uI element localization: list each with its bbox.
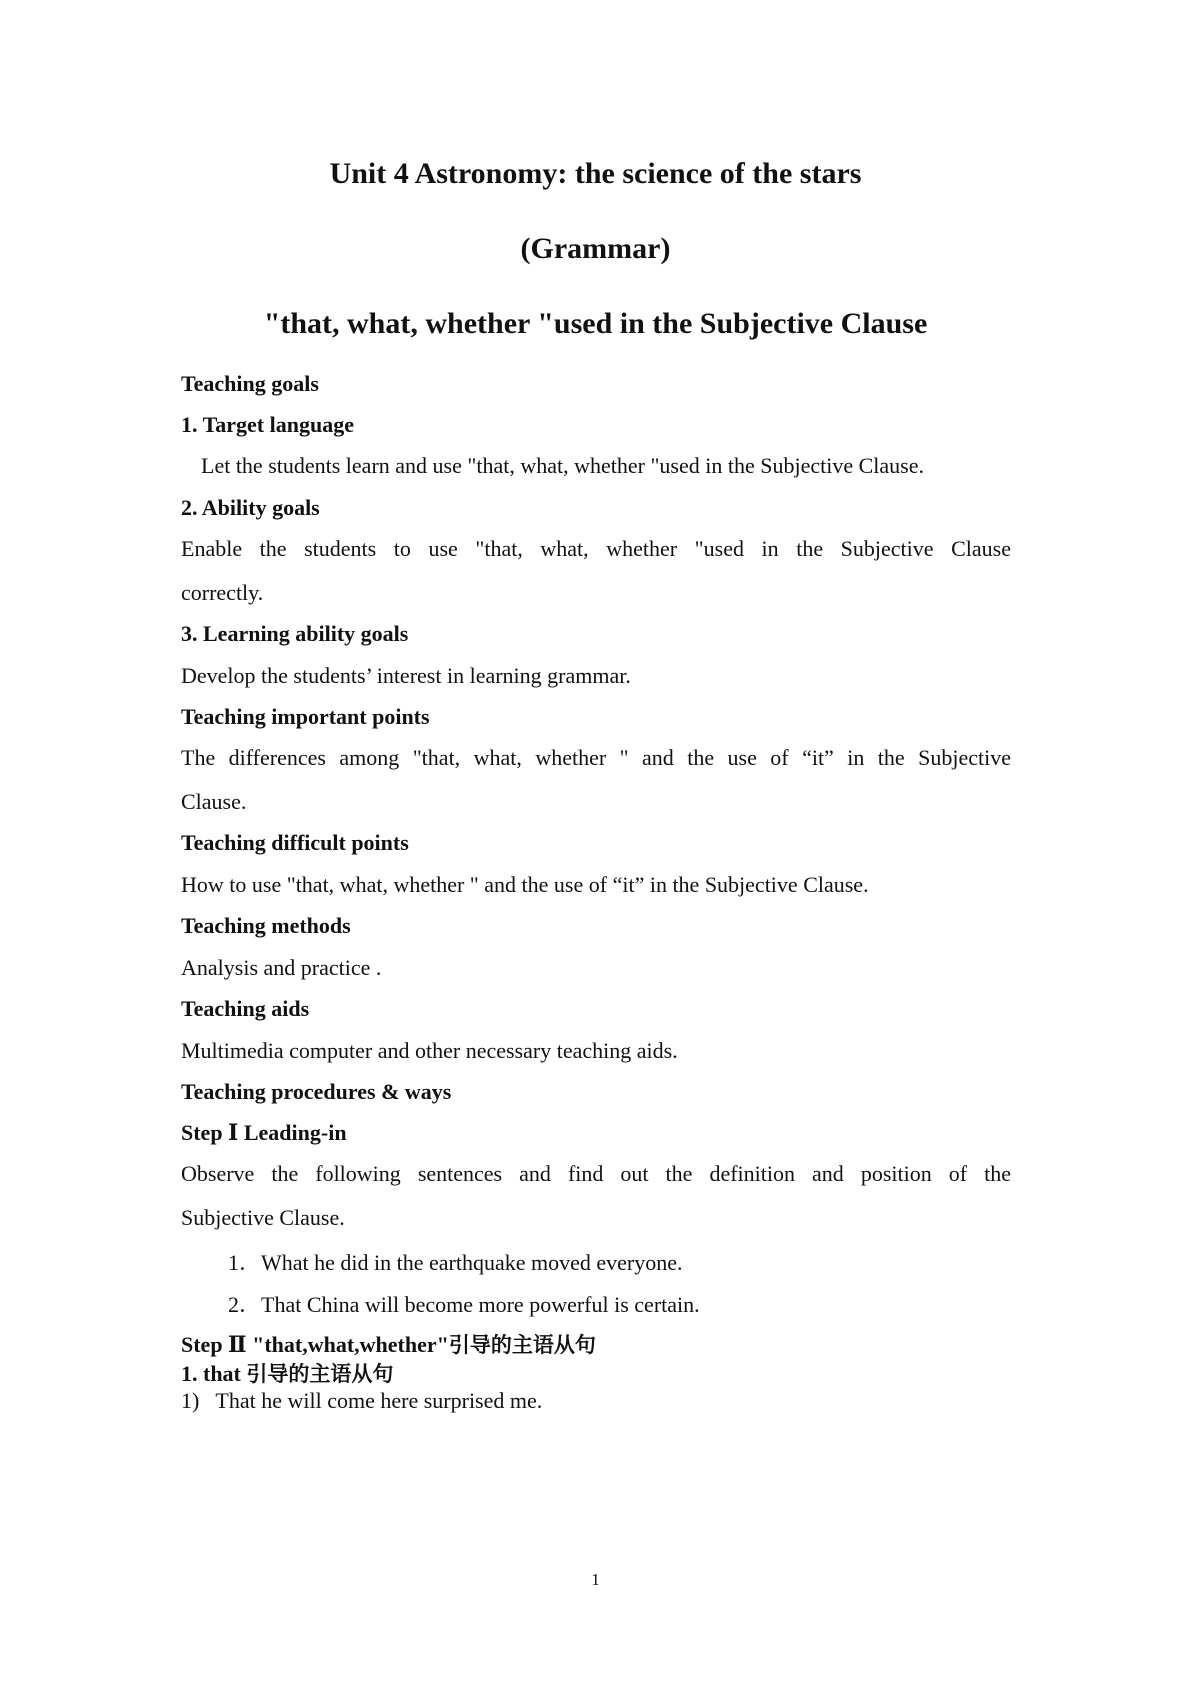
heading-step-1: Step Ⅰ Leading-in <box>181 1120 347 1145</box>
text-ability-goals-line2: correctly. <box>181 580 264 605</box>
document-topic: "that, what, whether "used in the Subjective Clause <box>263 307 928 340</box>
heading-ability-goals: 2. Ability goals <box>181 495 320 520</box>
page-number: 1 <box>591 1570 600 1589</box>
text-teaching-aids: Multimedia computer and other necessary teaching aids. <box>181 1038 678 1063</box>
text-important-points-line1: The differences among "that, what, whether " and the use of “it” in the Subjective <box>181 745 1011 770</box>
heading-teaching-procedures: Teaching procedures & ways <box>181 1079 452 1104</box>
heading-step-2 <box>181 1329 596 1359</box>
heading-step-2-sub-1-en: 1. that <box>181 1361 247 1386</box>
heading-teaching-methods: Teaching methods <box>181 913 351 938</box>
example-sentence-1: 1．What he did in the earthquake moved everyone. <box>228 1250 683 1275</box>
text-ability-goals-line1: Enable the students to use "that, what, whether "used in the Subjective Clause <box>181 536 1011 561</box>
heading-teaching-goals: Teaching goals <box>181 371 319 396</box>
text-teaching-methods: Analysis and practice . <box>181 955 382 980</box>
example-sentence-that: 1) That he will come here surprised me. <box>181 1388 543 1413</box>
document-title: Unit 4 Astronomy: the science of the stars <box>329 157 862 190</box>
text-step-1-line2: Subjective Clause. <box>181 1205 345 1230</box>
text-learning-ability-goals: Develop the students’ interest in learning grammar. <box>181 663 631 688</box>
text-difficult-points: How to use "that, what, whether " and the use of “it” in the Subjective Clause. <box>181 872 869 897</box>
heading-step-2-cn: 引导的主语从句 <box>448 1333 596 1357</box>
heading-learning-ability-goals: 3. Learning ability goals <box>181 621 409 646</box>
heading-difficult-points: Teaching difficult points <box>181 830 409 855</box>
heading-target-language: 1. Target language <box>181 412 354 437</box>
heading-step-2-sub-1 <box>181 1358 393 1388</box>
heading-teaching-aids: Teaching aids <box>181 996 310 1021</box>
text-step-1-line1: Observe the following sentences and find out the definition and position of the <box>181 1161 1011 1186</box>
heading-step-2-sub-1-cn: 引导的主语从句 <box>246 1362 394 1386</box>
example-sentence-2: 2．That China will become more powerful is certain. <box>228 1292 700 1317</box>
text-target-language: Let the students learn and use "that, what, whether "used in the Subjective Clause. <box>201 453 924 478</box>
heading-step-2-en: Step Ⅱ "that,what,whether" <box>181 1332 449 1357</box>
text-important-points-line2: Clause. <box>181 789 247 814</box>
document-subtitle: (Grammar) <box>520 232 671 265</box>
heading-important-points: Teaching important points <box>181 704 430 729</box>
